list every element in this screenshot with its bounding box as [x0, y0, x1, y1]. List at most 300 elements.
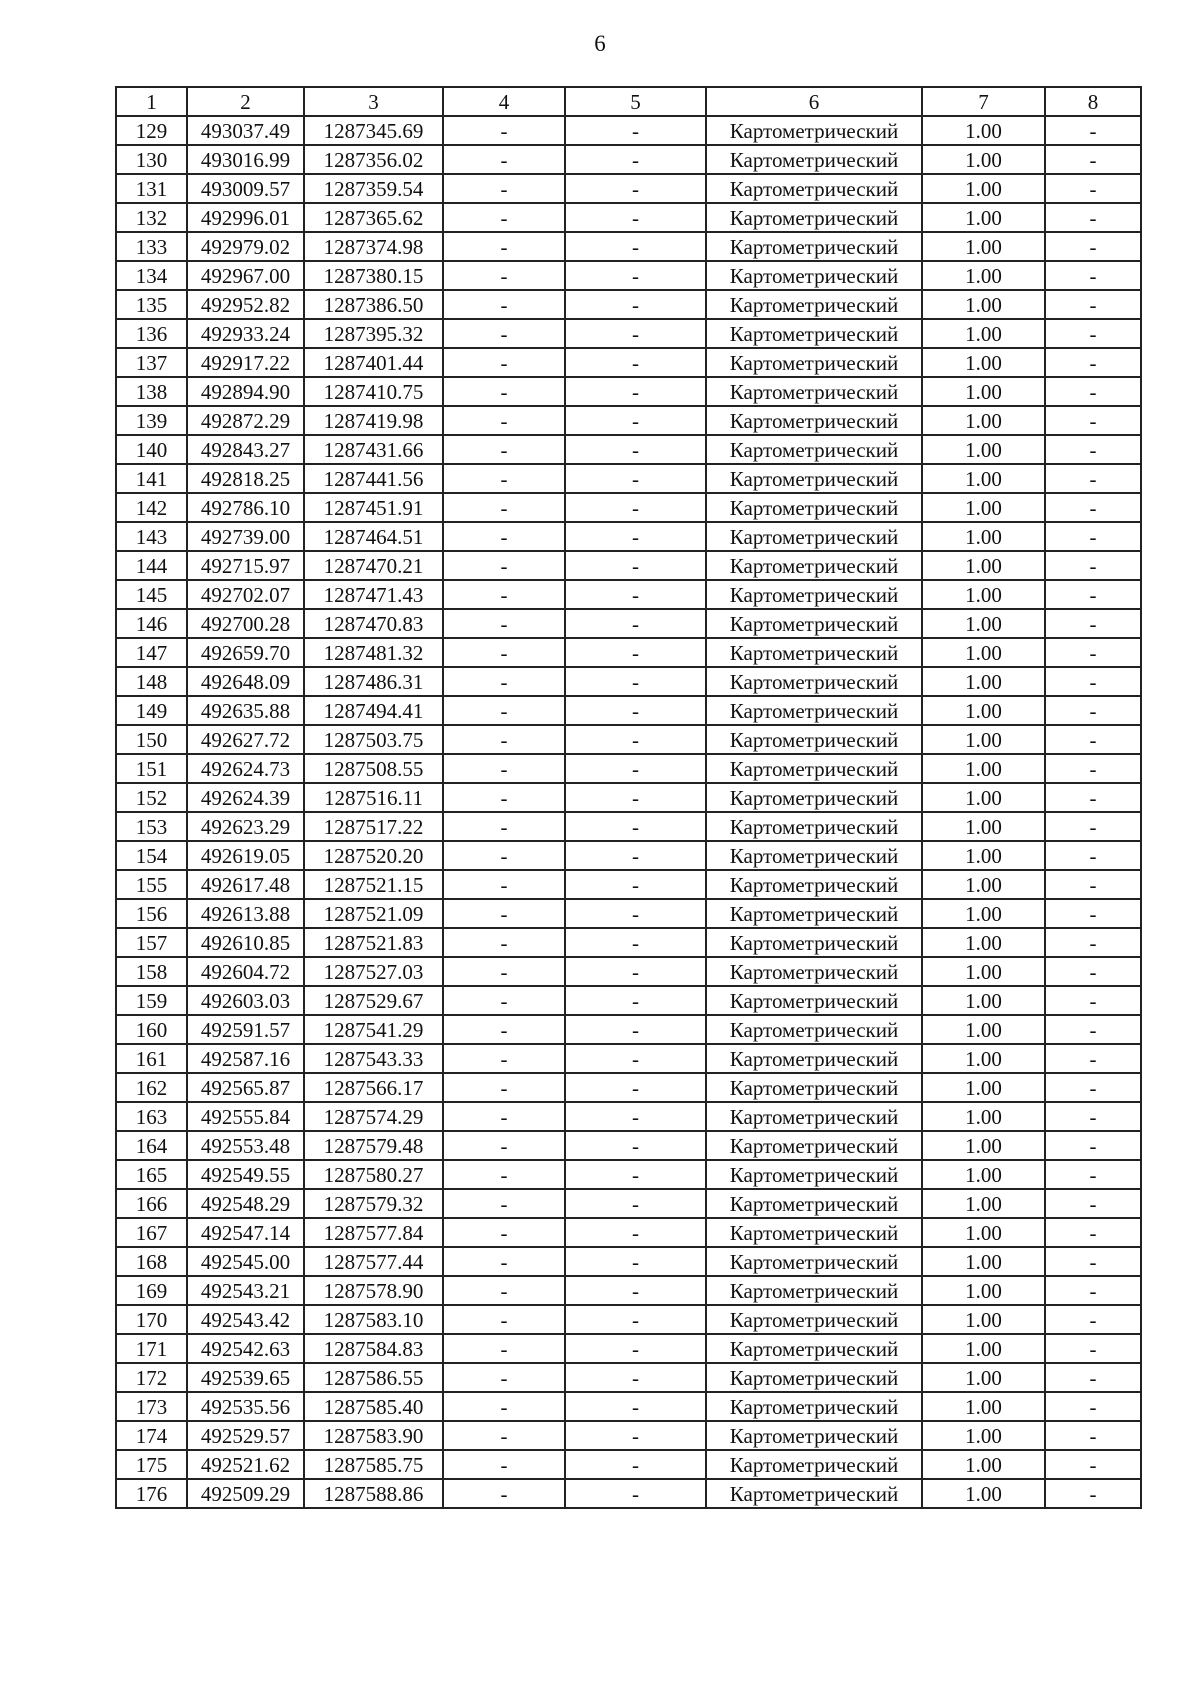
column-5-cell: - [565, 145, 706, 174]
point-number-cell: 144 [116, 551, 187, 580]
method-cell: Картометрический [706, 203, 922, 232]
table-row [116, 1102, 1141, 1131]
column-5-cell: - [565, 1363, 706, 1392]
table-row [116, 377, 1141, 406]
accuracy-cell: 1.00 [922, 116, 1045, 145]
x-coordinate-cell: 492786.10 [187, 493, 304, 522]
x-coordinate-cell: 492535.56 [187, 1392, 304, 1421]
accuracy-cell: 1.00 [922, 1015, 1045, 1044]
method-cell: Картометрический [706, 145, 922, 174]
x-coordinate-cell: 492952.82 [187, 290, 304, 319]
column-8-cell: - [1045, 870, 1141, 899]
point-number-cell: 170 [116, 1305, 187, 1334]
column-8-cell: - [1045, 290, 1141, 319]
accuracy-cell: 1.00 [922, 377, 1045, 406]
column-4-cell: - [443, 1131, 565, 1160]
column-5-cell: - [565, 725, 706, 754]
method-cell: Картометрический [706, 1421, 922, 1450]
method-cell: Картометрический [706, 377, 922, 406]
y-coordinate-cell: 1287543.33 [304, 1044, 443, 1073]
table-row [116, 493, 1141, 522]
accuracy-cell: 1.00 [922, 406, 1045, 435]
method-cell: Картометрический [706, 928, 922, 957]
point-number-cell: 154 [116, 841, 187, 870]
column-8-cell: - [1045, 1102, 1141, 1131]
y-coordinate-cell: 1287584.83 [304, 1334, 443, 1363]
accuracy-cell: 1.00 [922, 899, 1045, 928]
accuracy-cell: 1.00 [922, 1160, 1045, 1189]
method-cell: Картометрический [706, 1247, 922, 1276]
table-row [116, 638, 1141, 667]
point-number-cell: 156 [116, 899, 187, 928]
column-4-cell: - [443, 580, 565, 609]
point-number-cell: 149 [116, 696, 187, 725]
y-coordinate-cell: 1287464.51 [304, 522, 443, 551]
accuracy-cell: 1.00 [922, 319, 1045, 348]
column-5-cell: - [565, 203, 706, 232]
column-5-cell: - [565, 377, 706, 406]
point-number-cell: 129 [116, 116, 187, 145]
y-coordinate-cell: 1287585.40 [304, 1392, 443, 1421]
column-8-cell: - [1045, 1044, 1141, 1073]
x-coordinate-cell: 493037.49 [187, 116, 304, 145]
column-4-cell: - [443, 957, 565, 986]
point-number-cell: 174 [116, 1421, 187, 1450]
point-number-cell: 137 [116, 348, 187, 377]
x-coordinate-cell: 492565.87 [187, 1073, 304, 1102]
y-coordinate-cell: 1287431.66 [304, 435, 443, 464]
x-coordinate-cell: 492529.57 [187, 1421, 304, 1450]
column-8-cell: - [1045, 174, 1141, 203]
point-number-cell: 152 [116, 783, 187, 812]
column-4-cell: - [443, 406, 565, 435]
method-cell: Картометрический [706, 522, 922, 551]
column-8-cell: - [1045, 725, 1141, 754]
column-5-cell: - [565, 1450, 706, 1479]
column-header-1: 1 [116, 87, 187, 116]
column-8-cell: - [1045, 1363, 1141, 1392]
point-number-cell: 135 [116, 290, 187, 319]
y-coordinate-cell: 1287503.75 [304, 725, 443, 754]
method-cell: Картометрический [706, 1102, 922, 1131]
accuracy-cell: 1.00 [922, 1044, 1045, 1073]
column-5-cell: - [565, 609, 706, 638]
column-5-cell: - [565, 783, 706, 812]
point-number-cell: 150 [116, 725, 187, 754]
x-coordinate-cell: 492548.29 [187, 1189, 304, 1218]
y-coordinate-cell: 1287577.84 [304, 1218, 443, 1247]
table-row [116, 319, 1141, 348]
column-header-2: 2 [187, 87, 304, 116]
x-coordinate-cell: 492739.00 [187, 522, 304, 551]
table-row [116, 232, 1141, 261]
column-4-cell: - [443, 986, 565, 1015]
y-coordinate-cell: 1287521.15 [304, 870, 443, 899]
column-8-cell: - [1045, 783, 1141, 812]
column-4-cell: - [443, 1102, 565, 1131]
x-coordinate-cell: 493016.99 [187, 145, 304, 174]
y-coordinate-cell: 1287356.02 [304, 145, 443, 174]
accuracy-cell: 1.00 [922, 609, 1045, 638]
column-5-cell: - [565, 899, 706, 928]
x-coordinate-cell: 492648.09 [187, 667, 304, 696]
point-number-cell: 148 [116, 667, 187, 696]
column-8-cell: - [1045, 1450, 1141, 1479]
column-8-cell: - [1045, 145, 1141, 174]
table-row [116, 1044, 1141, 1073]
column-8-cell: - [1045, 406, 1141, 435]
column-4-cell: - [443, 232, 565, 261]
column-4-cell: - [443, 725, 565, 754]
x-coordinate-cell: 492872.29 [187, 406, 304, 435]
column-4-cell: - [443, 145, 565, 174]
column-8-cell: - [1045, 232, 1141, 261]
x-coordinate-cell: 492545.00 [187, 1247, 304, 1276]
method-cell: Картометрический [706, 435, 922, 464]
column-8-cell: - [1045, 1334, 1141, 1363]
y-coordinate-cell: 1287365.62 [304, 203, 443, 232]
table-row [116, 290, 1141, 319]
point-number-cell: 142 [116, 493, 187, 522]
x-coordinate-cell: 492933.24 [187, 319, 304, 348]
method-cell: Картометрический [706, 1363, 922, 1392]
method-cell: Картометрический [706, 1276, 922, 1305]
x-coordinate-cell: 492843.27 [187, 435, 304, 464]
accuracy-cell: 1.00 [922, 986, 1045, 1015]
column-8-cell: - [1045, 1421, 1141, 1450]
accuracy-cell: 1.00 [922, 841, 1045, 870]
y-coordinate-cell: 1287481.32 [304, 638, 443, 667]
column-4-cell: - [443, 551, 565, 580]
accuracy-cell: 1.00 [922, 1189, 1045, 1218]
column-header-4: 4 [443, 87, 565, 116]
accuracy-cell: 1.00 [922, 1392, 1045, 1421]
method-cell: Картометрический [706, 1131, 922, 1160]
method-cell: Картометрический [706, 1334, 922, 1363]
point-number-cell: 158 [116, 957, 187, 986]
table-row [116, 203, 1141, 232]
column-4-cell: - [443, 174, 565, 203]
table-row [116, 435, 1141, 464]
x-coordinate-cell: 492627.72 [187, 725, 304, 754]
column-header-5: 5 [565, 87, 706, 116]
column-5-cell: - [565, 1015, 706, 1044]
table-row [116, 1189, 1141, 1218]
column-8-cell: - [1045, 986, 1141, 1015]
y-coordinate-cell: 1287380.15 [304, 261, 443, 290]
point-number-cell: 157 [116, 928, 187, 957]
x-coordinate-cell: 492659.70 [187, 638, 304, 667]
method-cell: Картометрический [706, 841, 922, 870]
column-4-cell: - [443, 841, 565, 870]
column-8-cell: - [1045, 957, 1141, 986]
method-cell: Картометрический [706, 319, 922, 348]
y-coordinate-cell: 1287583.90 [304, 1421, 443, 1450]
method-cell: Картометрический [706, 986, 922, 1015]
column-4-cell: - [443, 1073, 565, 1102]
x-coordinate-cell: 492979.02 [187, 232, 304, 261]
column-4-cell: - [443, 1363, 565, 1392]
table-body [116, 116, 1141, 1508]
column-8-cell: - [1045, 261, 1141, 290]
column-4-cell: - [443, 812, 565, 841]
y-coordinate-cell: 1287541.29 [304, 1015, 443, 1044]
table-row [116, 928, 1141, 957]
accuracy-cell: 1.00 [922, 928, 1045, 957]
accuracy-cell: 1.00 [922, 493, 1045, 522]
table-row [116, 667, 1141, 696]
point-number-cell: 175 [116, 1450, 187, 1479]
x-coordinate-cell: 492700.28 [187, 609, 304, 638]
point-number-cell: 160 [116, 1015, 187, 1044]
table-row [116, 522, 1141, 551]
column-5-cell: - [565, 754, 706, 783]
point-number-cell: 169 [116, 1276, 187, 1305]
column-5-cell: - [565, 493, 706, 522]
method-cell: Картометрический [706, 725, 922, 754]
x-coordinate-cell: 492555.84 [187, 1102, 304, 1131]
table-row [116, 464, 1141, 493]
x-coordinate-cell: 492917.22 [187, 348, 304, 377]
y-coordinate-cell: 1287520.20 [304, 841, 443, 870]
x-coordinate-cell: 492587.16 [187, 1044, 304, 1073]
column-4-cell: - [443, 609, 565, 638]
table-row [116, 1218, 1141, 1247]
method-cell: Картометрический [706, 1189, 922, 1218]
y-coordinate-cell: 1287517.22 [304, 812, 443, 841]
column-5-cell: - [565, 522, 706, 551]
column-5-cell: - [565, 638, 706, 667]
y-coordinate-cell: 1287585.75 [304, 1450, 443, 1479]
y-coordinate-cell: 1287580.27 [304, 1160, 443, 1189]
column-8-cell: - [1045, 522, 1141, 551]
y-coordinate-cell: 1287374.98 [304, 232, 443, 261]
table-row [116, 145, 1141, 174]
accuracy-cell: 1.00 [922, 1276, 1045, 1305]
point-number-cell: 139 [116, 406, 187, 435]
point-number-cell: 151 [116, 754, 187, 783]
accuracy-cell: 1.00 [922, 1247, 1045, 1276]
column-8-cell: - [1045, 667, 1141, 696]
accuracy-cell: 1.00 [922, 522, 1045, 551]
accuracy-cell: 1.00 [922, 1073, 1045, 1102]
column-8-cell: - [1045, 1015, 1141, 1044]
y-coordinate-cell: 1287579.48 [304, 1131, 443, 1160]
table-row [116, 841, 1141, 870]
accuracy-cell: 1.00 [922, 145, 1045, 174]
table-row [116, 1247, 1141, 1276]
column-4-cell: - [443, 1015, 565, 1044]
x-coordinate-cell: 492617.48 [187, 870, 304, 899]
accuracy-cell: 1.00 [922, 1421, 1045, 1450]
y-coordinate-cell: 1287574.29 [304, 1102, 443, 1131]
x-coordinate-cell: 492543.21 [187, 1276, 304, 1305]
accuracy-cell: 1.00 [922, 1334, 1045, 1363]
column-8-cell: - [1045, 493, 1141, 522]
x-coordinate-cell: 492603.03 [187, 986, 304, 1015]
column-4-cell: - [443, 1305, 565, 1334]
accuracy-cell: 1.00 [922, 435, 1045, 464]
table-row [116, 1450, 1141, 1479]
method-cell: Картометрический [706, 464, 922, 493]
column-5-cell: - [565, 870, 706, 899]
accuracy-cell: 1.00 [922, 957, 1045, 986]
point-number-cell: 165 [116, 1160, 187, 1189]
y-coordinate-cell: 1287577.44 [304, 1247, 443, 1276]
point-number-cell: 130 [116, 145, 187, 174]
point-number-cell: 176 [116, 1479, 187, 1508]
column-4-cell: - [443, 1392, 565, 1421]
column-5-cell: - [565, 232, 706, 261]
x-coordinate-cell: 493009.57 [187, 174, 304, 203]
column-8-cell: - [1045, 435, 1141, 464]
point-number-cell: 147 [116, 638, 187, 667]
column-8-cell: - [1045, 1392, 1141, 1421]
column-8-cell: - [1045, 638, 1141, 667]
method-cell: Картометрический [706, 1160, 922, 1189]
column-5-cell: - [565, 928, 706, 957]
y-coordinate-cell: 1287451.91 [304, 493, 443, 522]
x-coordinate-cell: 492613.88 [187, 899, 304, 928]
table-row [116, 1073, 1141, 1102]
column-8-cell: - [1045, 1218, 1141, 1247]
point-number-cell: 168 [116, 1247, 187, 1276]
column-5-cell: - [565, 696, 706, 725]
column-8-cell: - [1045, 1073, 1141, 1102]
accuracy-cell: 1.00 [922, 667, 1045, 696]
accuracy-cell: 1.00 [922, 1479, 1045, 1508]
y-coordinate-cell: 1287470.83 [304, 609, 443, 638]
accuracy-cell: 1.00 [922, 174, 1045, 203]
y-coordinate-cell: 1287527.03 [304, 957, 443, 986]
table-row [116, 812, 1141, 841]
method-cell: Картометрический [706, 551, 922, 580]
column-4-cell: - [443, 116, 565, 145]
method-cell: Картометрический [706, 174, 922, 203]
column-4-cell: - [443, 783, 565, 812]
column-4-cell: - [443, 638, 565, 667]
accuracy-cell: 1.00 [922, 290, 1045, 319]
y-coordinate-cell: 1287386.50 [304, 290, 443, 319]
accuracy-cell: 1.00 [922, 754, 1045, 783]
column-header-6: 6 [706, 87, 922, 116]
column-8-cell: - [1045, 1247, 1141, 1276]
table-row [116, 1305, 1141, 1334]
column-5-cell: - [565, 1102, 706, 1131]
method-cell: Картометрический [706, 1392, 922, 1421]
point-number-cell: 164 [116, 1131, 187, 1160]
method-cell: Картометрический [706, 1218, 922, 1247]
column-8-cell: - [1045, 464, 1141, 493]
accuracy-cell: 1.00 [922, 1218, 1045, 1247]
table-row [116, 551, 1141, 580]
column-8-cell: - [1045, 580, 1141, 609]
table-row [116, 1160, 1141, 1189]
method-cell: Картометрический [706, 1450, 922, 1479]
column-8-cell: - [1045, 1479, 1141, 1508]
column-4-cell: - [443, 1421, 565, 1450]
y-coordinate-cell: 1287508.55 [304, 754, 443, 783]
accuracy-cell: 1.00 [922, 580, 1045, 609]
method-cell: Картометрический [706, 261, 922, 290]
column-4-cell: - [443, 1334, 565, 1363]
method-cell: Картометрический [706, 667, 922, 696]
column-4-cell: - [443, 870, 565, 899]
column-8-cell: - [1045, 1189, 1141, 1218]
table-row [116, 261, 1141, 290]
table-row [116, 174, 1141, 203]
column-4-cell: - [443, 377, 565, 406]
point-number-cell: 172 [116, 1363, 187, 1392]
table-row [116, 580, 1141, 609]
column-8-cell: - [1045, 203, 1141, 232]
column-header-8: 8 [1045, 87, 1141, 116]
y-coordinate-cell: 1287395.32 [304, 319, 443, 348]
method-cell: Картометрический [706, 116, 922, 145]
point-number-cell: 159 [116, 986, 187, 1015]
accuracy-cell: 1.00 [922, 464, 1045, 493]
x-coordinate-cell: 492509.29 [187, 1479, 304, 1508]
column-5-cell: - [565, 1276, 706, 1305]
x-coordinate-cell: 492619.05 [187, 841, 304, 870]
table-row [116, 116, 1141, 145]
column-5-cell: - [565, 986, 706, 1015]
column-4-cell: - [443, 1160, 565, 1189]
point-number-cell: 138 [116, 377, 187, 406]
column-4-cell: - [443, 754, 565, 783]
y-coordinate-cell: 1287494.41 [304, 696, 443, 725]
method-cell: Картометрический [706, 812, 922, 841]
table-row [116, 1131, 1141, 1160]
table-row [116, 1363, 1141, 1392]
column-5-cell: - [565, 957, 706, 986]
table-row [116, 1334, 1141, 1363]
method-cell: Картометрический [706, 696, 922, 725]
y-coordinate-cell: 1287471.43 [304, 580, 443, 609]
y-coordinate-cell: 1287586.55 [304, 1363, 443, 1392]
column-4-cell: - [443, 348, 565, 377]
x-coordinate-cell: 492604.72 [187, 957, 304, 986]
point-number-cell: 132 [116, 203, 187, 232]
table-row [116, 406, 1141, 435]
column-5-cell: - [565, 464, 706, 493]
y-coordinate-cell: 1287359.54 [304, 174, 443, 203]
method-cell: Картометрический [706, 580, 922, 609]
table-row [116, 1479, 1141, 1508]
method-cell: Картометрический [706, 348, 922, 377]
accuracy-cell: 1.00 [922, 812, 1045, 841]
y-coordinate-cell: 1287410.75 [304, 377, 443, 406]
column-4-cell: - [443, 1044, 565, 1073]
accuracy-cell: 1.00 [922, 1450, 1045, 1479]
y-coordinate-cell: 1287516.11 [304, 783, 443, 812]
point-number-cell: 136 [116, 319, 187, 348]
method-cell: Картометрический [706, 957, 922, 986]
column-8-cell: - [1045, 609, 1141, 638]
y-coordinate-cell: 1287521.09 [304, 899, 443, 928]
table-row [116, 1392, 1141, 1421]
x-coordinate-cell: 492715.97 [187, 551, 304, 580]
accuracy-cell: 1.00 [922, 551, 1045, 580]
method-cell: Картометрический [706, 899, 922, 928]
y-coordinate-cell: 1287345.69 [304, 116, 443, 145]
method-cell: Картометрический [706, 290, 922, 319]
column-5-cell: - [565, 1392, 706, 1421]
x-coordinate-cell: 492624.73 [187, 754, 304, 783]
table-row [116, 348, 1141, 377]
column-4-cell: - [443, 1450, 565, 1479]
column-4-cell: - [443, 1479, 565, 1508]
